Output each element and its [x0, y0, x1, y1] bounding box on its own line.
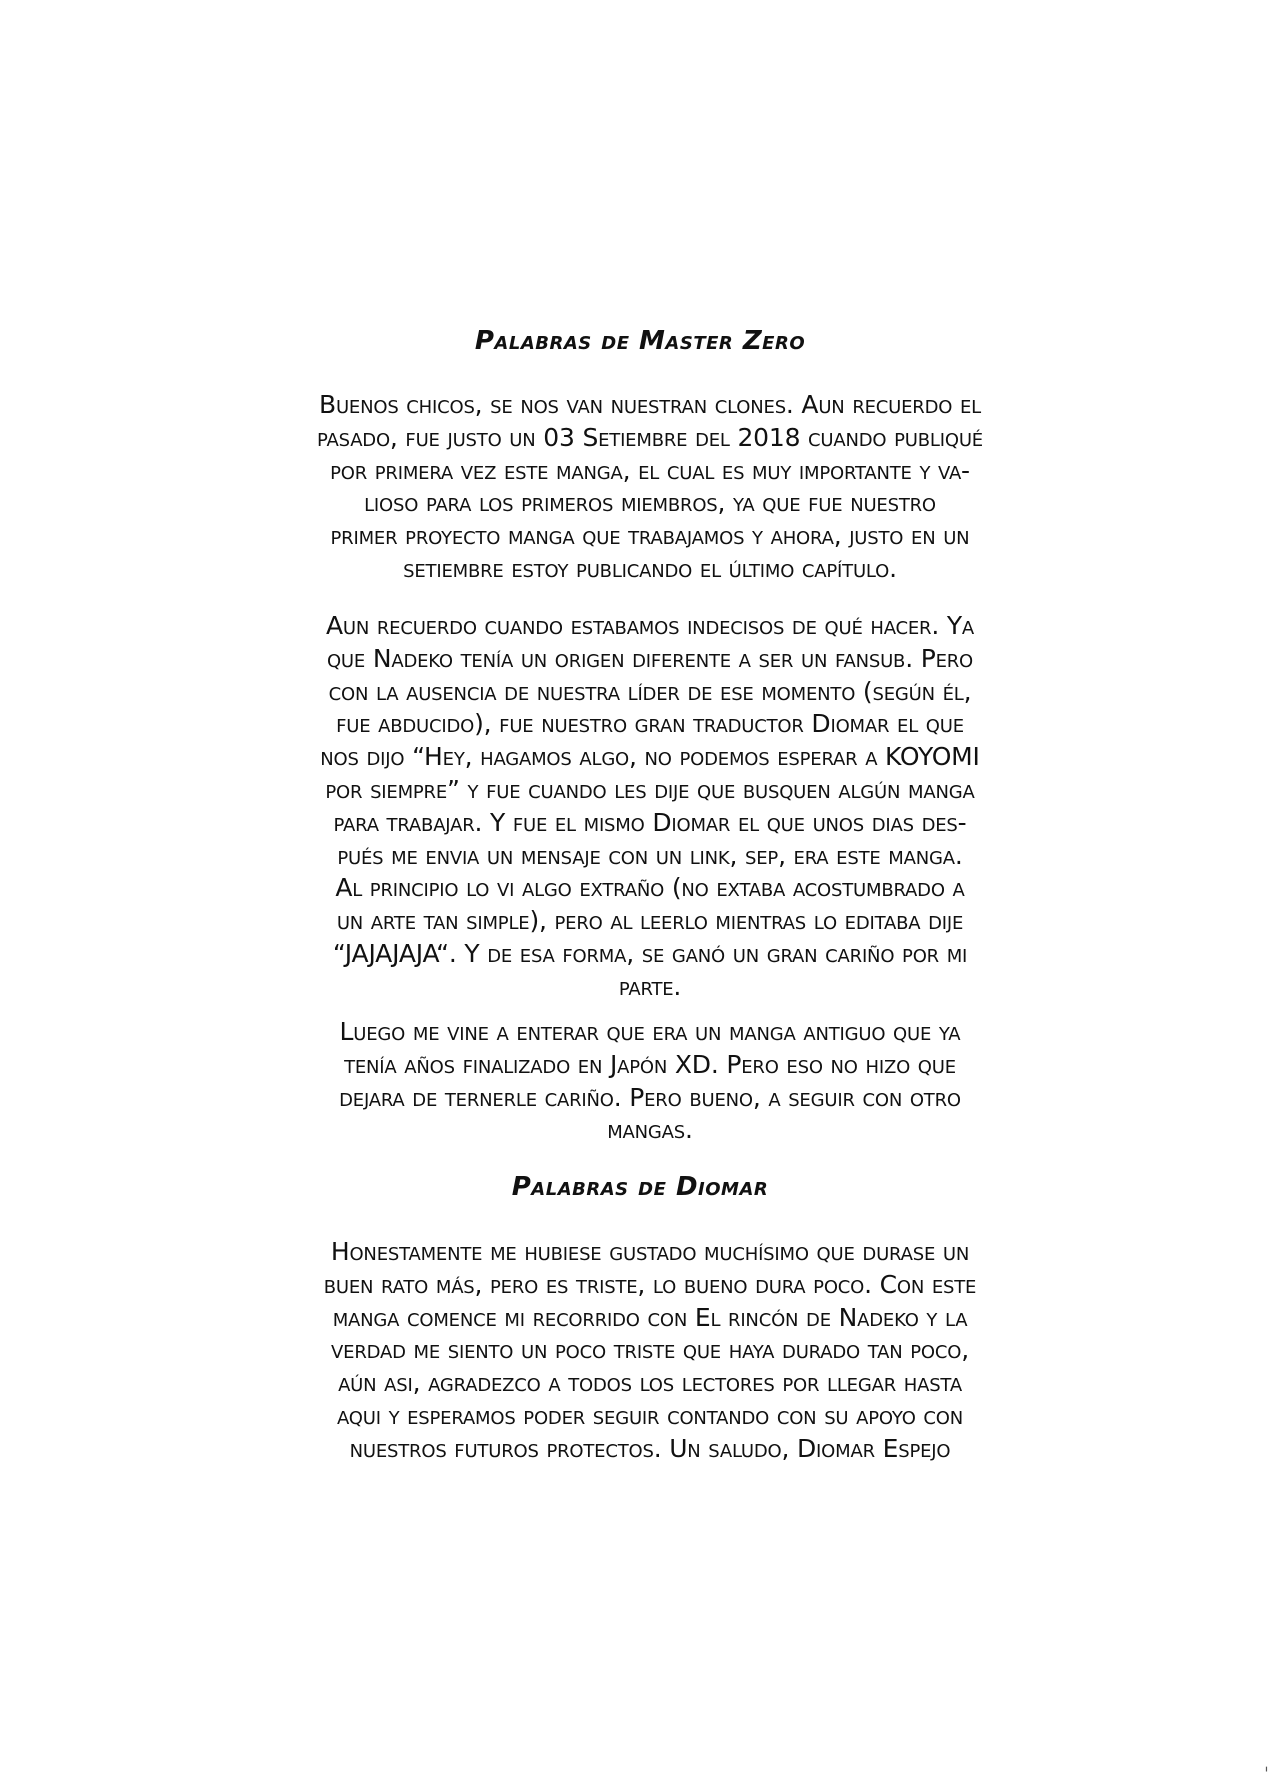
- text-line: tenía años finalizado en Japón XD. Pero eso no hizo que: [344, 1049, 956, 1079]
- paragraph-4: [240, 1236, 1060, 1466]
- paragraph-3: [240, 1016, 1060, 1147]
- text-line: “JAJAJAJA“. Y de esa forma, se ganó un gran cariño por mi: [332, 938, 968, 968]
- text-line: mangas.: [607, 1115, 693, 1145]
- text-line: primer proyecto manga que trabajamos y ahora, justo en un: [330, 521, 970, 551]
- text-line: para trabajar. Y fue el mismo Diomar el que unos dias des-: [333, 807, 967, 837]
- text-line: Honestamente me hubiese gustado muchísimo que durase un: [330, 1237, 970, 1266]
- text-line: verdad me siento un poco triste que haya durado tan poco,: [331, 1335, 969, 1365]
- paragraph-1: [240, 389, 1060, 586]
- text-line: fue abducido), fue nuestro gran traductor Diomar el que: [336, 709, 964, 739]
- text-line: dejara de ternerle cariño. Pero bueno, a seguir con otro: [339, 1082, 961, 1112]
- text-line: buen rato más, pero es triste, lo bueno dura poco. Con este: [323, 1269, 977, 1299]
- text-line: setiembre estoy publicando el último capítulo.: [403, 553, 897, 583]
- text-line: Buenos chicos, se nos van nuestran clones. Aun recuerdo el: [319, 390, 981, 419]
- text-line: un arte tan simple), pero al leerlo mientras lo editaba dije: [336, 906, 964, 936]
- text-line: Aun recuerdo cuando estabamos indecisos de qué hacer. Ya: [325, 611, 975, 640]
- text-line: por primera vez este manga, el cual es muy importante y va-: [330, 455, 970, 485]
- text-line: con la ausencia de nuestra líder de ese momento (según él,: [328, 676, 972, 706]
- text-line: parte.: [618, 971, 682, 1001]
- text-line: pasado, fue justo un 03 Setiembre del 2018 cuando publiqué: [317, 422, 983, 452]
- text-line: aqui y esperamos poder seguir contando con su apoyo con: [336, 1400, 964, 1430]
- section-heading-diomar: Palabras de Diomar: [511, 1172, 769, 1202]
- scan-mark: ˈ: [1264, 1764, 1269, 1785]
- text-line: que Nadeko tenía un origen diferente a ser un fansub. Pero: [326, 643, 974, 673]
- text-line: lioso para los primeros miembros, ya que fue nuestro: [364, 488, 936, 518]
- text-line: por siempre” y fue cuando les dije que busquen algún manga: [325, 774, 975, 804]
- text-line: Al principio lo vi algo extraño (no extaba acostumbrado a: [335, 873, 965, 903]
- text-line: manga comence mi recorrido con El rincón de Nadeko y la: [332, 1302, 968, 1332]
- text-line: aún asi, agradezco a todos los lectores por llegar hasta: [338, 1368, 962, 1398]
- text-line: nuestros futuros protectos. Un saludo, Diomar Espejo: [349, 1433, 951, 1463]
- text-line: Luego me vine a enterar que era un manga antiguo que ya: [339, 1017, 961, 1046]
- text-line: nos dijo “Hey, hagamos algo, no podemos esperar a KOYOMI: [320, 742, 980, 772]
- paragraph-2: [240, 610, 1060, 1004]
- text-line: pués me envia un mensaje con un link, sep, era este manga.: [337, 840, 963, 870]
- section-heading-master-zero: Palabras de Master Zero: [474, 326, 806, 356]
